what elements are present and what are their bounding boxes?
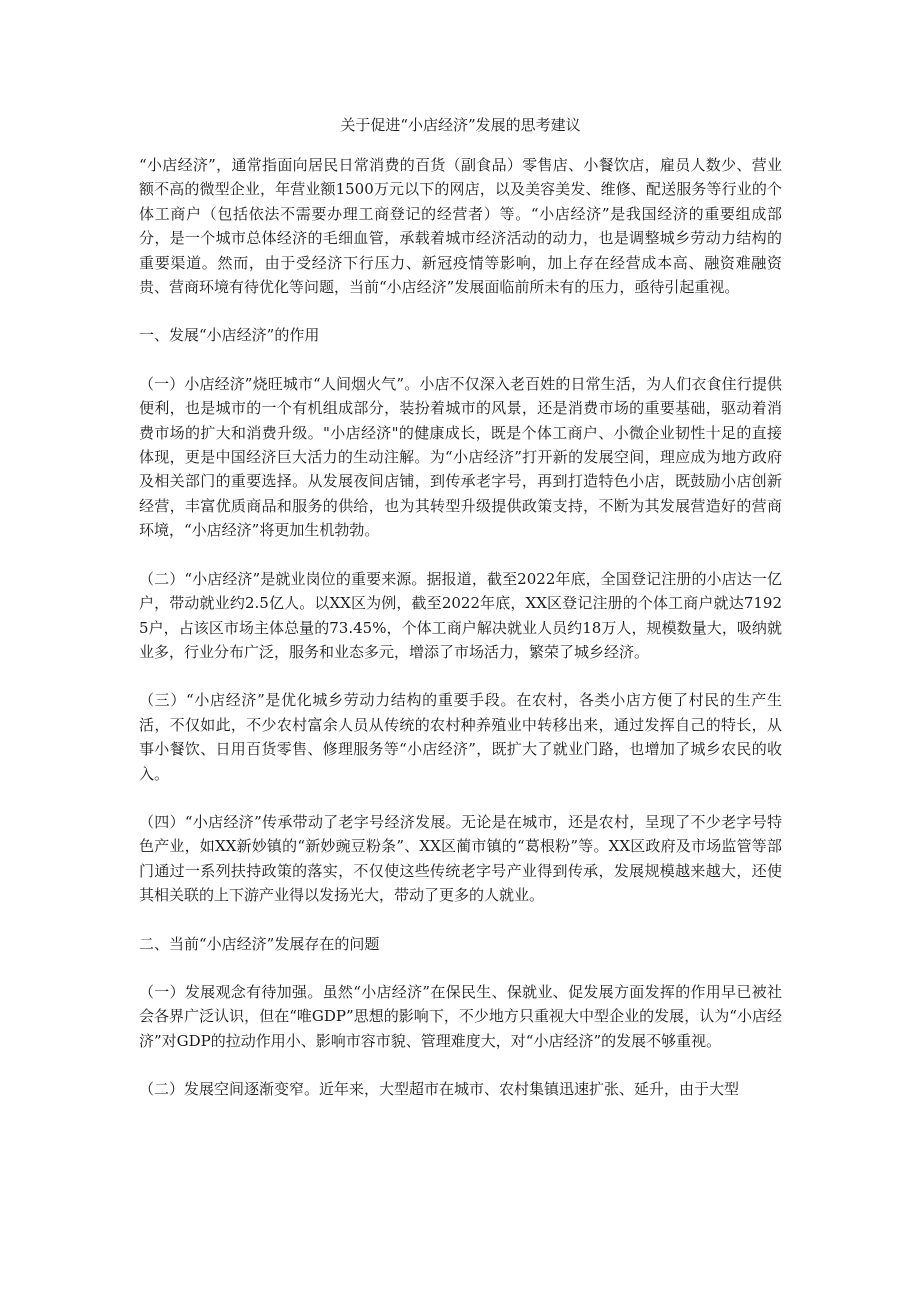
document-body [139, 113, 782, 1126]
section-2-paragraph-2: （二）发展空间逐渐变窄。近年来，大型超市在城市、农村集镇迅速扩张、延升，由于大型 [139, 1080, 740, 1099]
section-1-paragraph-4: （四）“小店经济”传承带动了老字号经济发展。无论是在城市，还是农村，呈现了不少老字号特色产业，如XX新妙镇的“新妙豌豆粉条”、XX区蔺市镇的“葛根粉”等。XX区政府及市场监管等部门通过一系列扶持政策的落实，不仅使这些传统老字号产业得到传承，发展规模越来越大，还使其相关联的上下游产业得以发扬光大，带动了更多的人就业。 [139, 812, 782, 905]
section-1-paragraph-3: （三）“小店经济”是优化城乡劳动力结构的重要手段。在农村，各类小店方便了村民的生产生活，不仅如此，不少农村富余人员从传统的农村种养殖业中转移出来，通过发挥自己的特长，从事小餐饮、日用百货零售、修理服务等“小店经济”，既扩大了就业门路，也增加了城乡农民的收入。 [139, 691, 782, 783]
intro-paragraph: “小店经济”，通常指面向居民日常消费的百货（副食品）零售店、小餐饮店，雇员人数少、营业额不高的微型企业，年营业额1500万元以下的网店，以及美容美发、维修、配送服务等行业的个体工商户（包括依法不需要办理工商登记的经营者）等。“小店经济”是我国经济的重要组成部分，是一个城市总体经济的毛细血管，承载着城市经济活动的动力，也是调整城乡劳动力结构的重要渠道。然而，由于受经济下行压力、新冠疫情等影响，加上存在经营成本高、融资难融资贵、营商环境有待优化等问题，当前“小店经济”发展面临前所未有的压力，亟待引起重视。 [139, 156, 782, 297]
section-1-paragraph-1: （一）小店经济”烧旺城市“人间烟火气”。小店不仅深入老百姓的日常生活，为人们衣食住行提供便利，也是城市的一个有机组成部分，装扮着城市的风景，还是消费市场的重要基础，驱动着消费市场的扩大和消费升级。"小店经济"的健康成长，既是个体工商户、小微企业韧性十足的直接体现，更是中国经济巨大活力的生动注解。为“小店经济”打开新的发展空间，理应成为地方政府及相关部门的重要选择。从发展夜间店铺，到传承老字号，再到打造特色小店，既鼓励小店创新经营，丰富优质商品和服务的供给，也为其转型升级提供政策支持，不断为其发展营造好的营商环境，“小店经济”将更加生机勃勃。 [139, 374, 782, 540]
section-2-paragraph-1: （一）发展观念有待加强。虽然“小店经济”在保民生、保就业、促发展方面发挥的作用早已被社会各界广泛认识，但在“唯GDP”思想的影响下，不少地方只重视大中型企业的发展，认为“小店经济”对GDP的拉动作用小、影响市容市貌、管理难度大，对“小店经济”的发展不够重视。 [139, 982, 782, 1050]
section-1-paragraph-2: （二）“小店经济”是就业岗位的重要来源。据报道，截至2022年底，全国登记注册的小店达一亿户，带动就业约2.5亿人。以XX区为例，截至2022年底，XX区登记注册的个体工商户就达71925户，占该区市场主体总量的73.45%，个体工商户解决就业人员约18万人，规模数量大，吸纳就业多，行业分布广泛，服务和业态多元，增添了市场活力，繁荣了城乡经济。 [139, 569, 782, 661]
section-1-heading: 一、发展“小店经济”的作用 [139, 326, 320, 345]
document-title: 关于促进“小店经济”发展的思考建议 [340, 116, 581, 134]
section-2-heading: 二、当前“小店经济”发展存在的问题 [139, 934, 380, 953]
